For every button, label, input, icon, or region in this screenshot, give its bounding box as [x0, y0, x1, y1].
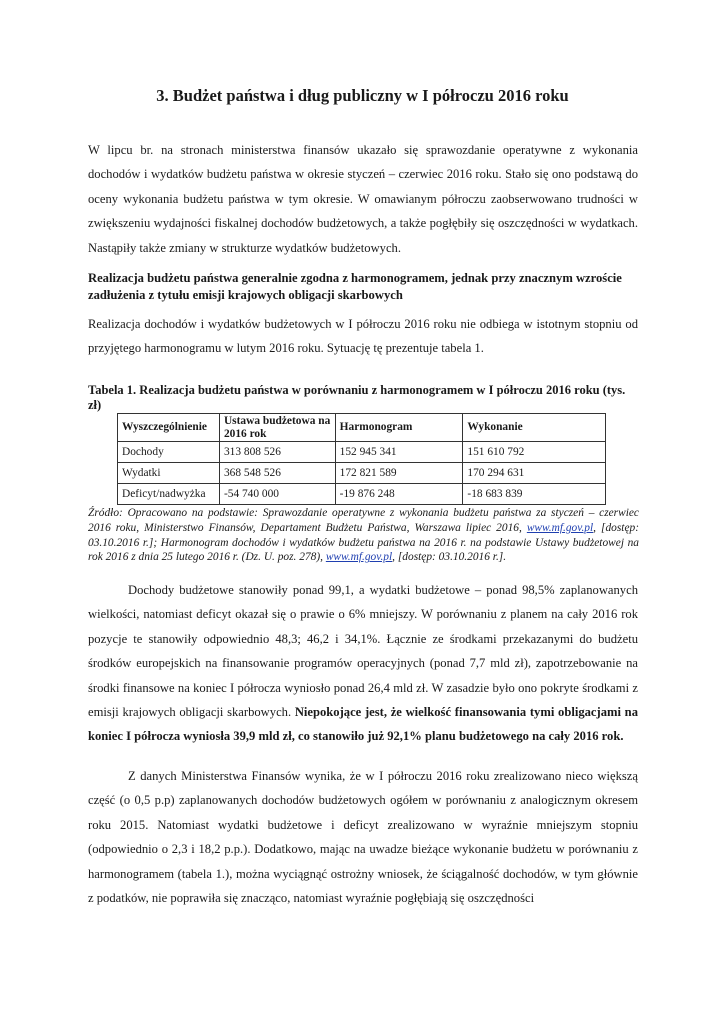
source-text: , [dostęp: 03.10.2016 r.]; Harmonogram dochodów i wydatków budżetu państwa na 2016 r. na podstawie Ustawy budżetowej na rok 2016 z dnia 25 lutego 2016 r. (Dz. U. poz. 278),: [88, 521, 639, 564]
table-cell: 313 808 526: [219, 442, 335, 463]
table-cell: -19 876 248: [335, 484, 463, 505]
table-header-cell: Harmonogram: [335, 414, 463, 442]
table-cell: 172 821 589: [335, 463, 463, 484]
table-row: [118, 463, 606, 484]
table-cell: 152 945 341: [335, 442, 463, 463]
paragraph-3: [88, 578, 638, 749]
table-header-row: [118, 414, 606, 442]
table-source-note: [88, 506, 639, 565]
section-subheading: Realizacja budżetu państwa generalnie zgodna z harmonogramem, jednak przy znacznym wzroście zadłużenia z tytułu emisji krajowych obligacji skarbowych: [88, 271, 622, 302]
table-cell: -18 683 839: [463, 484, 606, 505]
table-header-cell: Wykonanie: [463, 414, 606, 442]
page-title: 3. Budżet państwa i dług publiczny w I półroczu 2016 roku: [156, 86, 569, 105]
paragraph-3-text: Dochody budżetowe stanowiły ponad 99,1, a wydatki budżetowe – ponad 98,5% zaplanowanych wielkości, natomiast deficyt okazał się o prawie o 6% mniejszy. W porównaniu z planem na cały 2016 rok pozycje te stanowiły odpowiednio 48,3; 46,2 i 34,1%. Łącznie ze środkami przekazanymi do budżetu środków europejskich na finansowanie programów operacyjnych (ponad 7,7 mld zł), zapotrzebowanie na środki finansowe na koniec I półrocza wyniosło ponad 26,4 mld zł. W zasadzie było ono pokryte środkami z emisji krajowych obligacji skarbowych.: [88, 583, 638, 720]
budget-table: [117, 413, 606, 505]
table-caption: Tabela 1. Realizacja budżetu państwa w porównaniu z harmonogramem w I półroczu 2016 roku (tys. zł): [88, 383, 626, 412]
source-text: Źródło: Opracowano na podstawie: Sprawozdanie operatywne z wykonania budżetu państwa za styczeń – czerwiec 2016 roku, Ministerstwo Finansów, Departament Budżetu Państwa, Warszawa lipiec 2016,: [88, 507, 639, 534]
paragraph-3-bold: Niepokojące jest, że wielkość finansowania tymi obligacjami na koniec I półrocza wyniosła 39,9 mld zł, co stanowiło już 92,1% planu budżetowego na cały 2016 rok.: [88, 705, 638, 744]
table-header-cell: Ustawa budżetowa na 2016 rok: [219, 414, 335, 442]
table-header-cell: Wyszczególnienie: [118, 414, 220, 442]
intro-paragraph: W lipcu br. na stronach ministerstwa finansów ukazało się sprawozdanie operatywne z wykonania dochodów i wydatków budżetu państwa w okresie styczeń – czerwiec 2016 roku. Stało się ono podstawą do oceny wykonania budżetu państwa w tym okresie. W omawianym półroczu zaobserwowano trudności w zwiększeniu wydajności fiskalnej dochodów budżetowych, a także pogłębiły się oszczędności w wydatkach. Nastąpiły także zmiany w strukturze wydatków budżetowych.: [88, 143, 638, 255]
table-cell: 170 294 631: [463, 463, 606, 484]
table-cell: 368 548 526: [219, 463, 335, 484]
paragraph-2: Realizacja dochodów i wydatków budżetowych w I półroczu 2016 roku nie odbiega w istotnym stopniu od przyjętego harmonogramu w lutym 2016 roku. Sytuację tę prezentuje tabela 1.: [88, 317, 638, 356]
table-cell: Deficyt/nadwyżka: [118, 484, 220, 505]
source-link-mf[interactable]: www.mf.gov.pl: [325, 551, 393, 564]
table-cell: 151 610 792: [463, 442, 606, 463]
source-link-mf[interactable]: www.mf.gov.pl: [526, 521, 594, 534]
table-cell: Dochody: [118, 442, 220, 463]
table-cell: Wydatki: [118, 463, 220, 484]
source-text: , [dostęp: 03.10.2016 r.].: [392, 551, 507, 564]
paragraph-4: Z danych Ministerstwa Finansów wynika, że w I półroczu 2016 roku zrealizowano nieco większą część (o 0,5 p.p) zaplanowanych dochodów budżetowych ogółem w porównaniu z analogicznym okresem roku 2015. Natomiast wydatki budżetowe i deficyt zrealizowano w wyraźnie mniejszym stopniu (odpowiednio o 2,3 i 18,2 p.p.). Dodatkowo, mając na uwadze bieżące wykonanie budżetu w porównaniu z harmonogramem (tabela 1.), można wyciągnąć ostrożny wniosek, że ściągalność dochodów, w tym głównie z podatków, nie poprawiła się znacząco, natomiast wyraźnie pogłębiają się oszczędności: [88, 769, 638, 906]
table-cell: -54 740 000: [219, 484, 335, 505]
table-row: [118, 442, 606, 463]
table-row: [118, 484, 606, 505]
